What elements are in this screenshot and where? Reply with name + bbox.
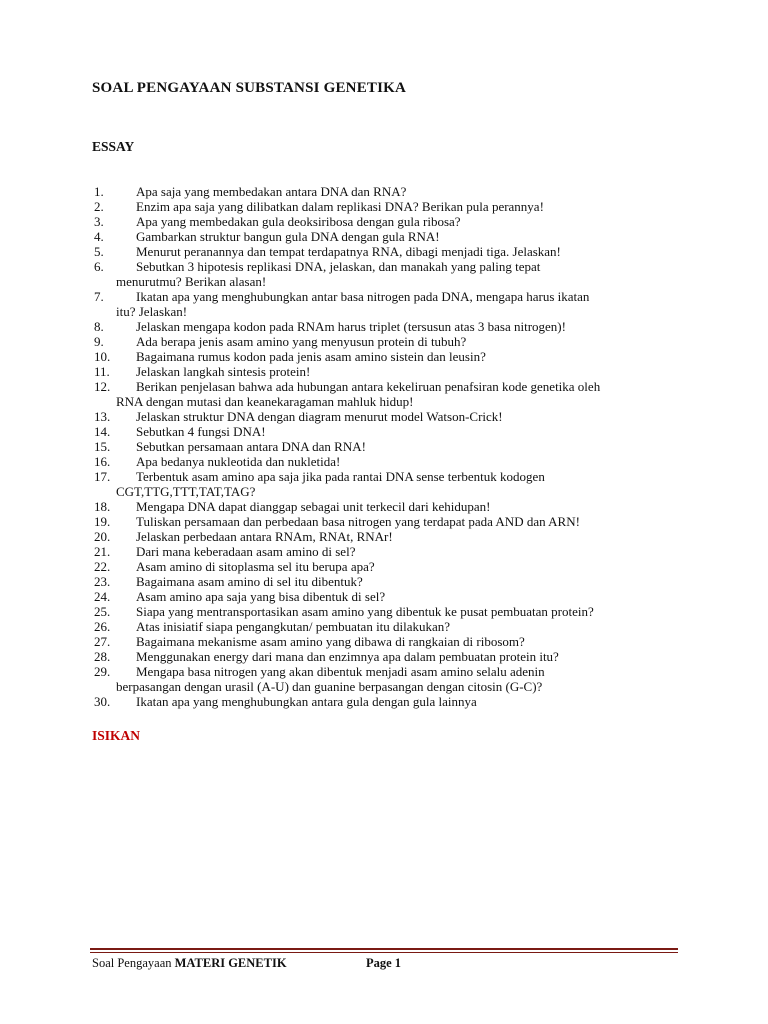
question-text: Jelaskan langkah sintesis protein! (136, 364, 311, 379)
question-item (94, 349, 684, 364)
question-text: Sebutkan persamaan antara DNA dan RNA! (136, 439, 366, 454)
footer-page-number: Page 1 (366, 956, 402, 970)
question-item (94, 409, 684, 424)
question-item (94, 499, 684, 514)
question-item (94, 664, 684, 694)
question-item (94, 439, 684, 454)
question-item (94, 649, 684, 664)
question-text: Berikan penjelasan bahwa ada hubungan antara kekeliruan penafsiran kode genetika oleh (136, 379, 601, 394)
footer-title-prefix: Soal Pengayaan (92, 956, 175, 970)
footer-rule (90, 948, 678, 953)
question-text: Terbentuk asam amino apa saja jika pada rantai DNA sense terbentuk kodogen (136, 469, 545, 484)
question-number: 15. (94, 439, 111, 454)
question-text: Sebutkan 4 fungsi DNA! (136, 424, 266, 439)
page-title: SOAL PENGAYAAN SUBSTANSI GENETIKA (92, 80, 407, 96)
question-number: 25. (94, 604, 111, 619)
question-number: 18. (94, 499, 111, 514)
question-text: Asam amino di sitoplasma sel itu berupa apa? (136, 559, 375, 574)
question-item (94, 259, 684, 289)
question-number: 13. (94, 409, 111, 424)
question-text: Bagaimana asam amino di sel itu dibentuk? (136, 574, 363, 589)
question-text: Dari mana keberadaan asam amino di sel? (136, 544, 356, 559)
question-text: Jelaskan struktur DNA dengan diagram menurut model Watson-Crick! (136, 409, 503, 424)
question-number: 20. (94, 529, 111, 544)
question-text: Mengapa DNA dapat dianggap sebagai unit terkecil dari kehidupan! (136, 499, 491, 514)
question-number: 16. (94, 454, 111, 469)
question-number: 1. (94, 184, 104, 199)
question-text: Apa yang membedakan gula deoksiribosa dengan gula ribosa? (136, 214, 461, 229)
question-item (94, 589, 684, 604)
question-item (94, 634, 684, 649)
question-item (94, 214, 684, 229)
question-number: 11. (94, 364, 110, 379)
question-text: Bagaimana mekanisme asam amino yang dibawa di rangkaian di ribosom? (136, 634, 525, 649)
question-number: 26. (94, 619, 111, 634)
question-number: 22. (94, 559, 111, 574)
question-item (94, 199, 684, 214)
question-text: Apa saja yang membedakan antara DNA dan RNA? (136, 184, 407, 199)
question-item (94, 379, 684, 409)
question-number: 23. (94, 574, 111, 589)
question-number: 17. (94, 469, 111, 484)
footer-title-bold: MATERI GENETIK (174, 956, 287, 970)
question-text: Bagaimana rumus kodon pada jenis asam amino sistein dan leusin? (136, 349, 486, 364)
question-item (94, 319, 684, 334)
question-text: Jelaskan perbedaan antara RNAm, RNAt, RNAr! (136, 529, 393, 544)
question-text: Jelaskan mengapa kodon pada RNAm harus triplet (tersusun atas 3 basa nitrogen)! (136, 319, 566, 334)
question-number: 14. (94, 424, 111, 439)
question-number: 8. (94, 319, 104, 334)
question-item (94, 559, 684, 574)
question-text: Gambarkan struktur bangun gula DNA dengan gula RNA! (136, 229, 440, 244)
question-number: 28. (94, 649, 111, 664)
question-number: 7. (94, 289, 104, 304)
question-number: 3. (94, 214, 104, 229)
question-number: 10. (94, 349, 111, 364)
question-text-continued: berpasangan dengan urasil (A-U) dan guanine berpasangan dengan citosin (G-C)? (116, 679, 543, 694)
question-text: Siapa yang mentransportasikan asam amino yang dibentuk ke pusat pembuatan protein? (136, 604, 594, 619)
question-text: Ada berapa jenis asam amino yang menyusun protein di tubuh? (136, 334, 467, 349)
question-item (94, 184, 684, 199)
question-text: Ikatan apa yang menghubungkan antar basa nitrogen pada DNA, mengapa harus ikatan (136, 289, 590, 304)
question-number: 12. (94, 379, 111, 394)
question-number: 5. (94, 244, 104, 259)
question-text: Sebutkan 3 hipotesis replikasi DNA, jelaskan, dan manakah yang paling tepat (136, 259, 541, 274)
question-text-continued: itu? Jelaskan! (116, 304, 188, 319)
question-text: Ikatan apa yang menghubungkan antara gula dengan gula lainnya (136, 694, 477, 709)
question-item (94, 514, 684, 529)
question-number: 30. (94, 694, 111, 709)
question-number: 2. (94, 199, 104, 214)
question-item (94, 544, 684, 559)
section-isikan-heading: ISIKAN (92, 728, 141, 743)
question-number: 6. (94, 259, 104, 274)
question-item (94, 694, 684, 709)
question-number: 24. (94, 589, 111, 604)
question-number: 29. (94, 664, 111, 679)
footer-title (92, 956, 287, 971)
question-text: Mengapa basa nitrogen yang akan dibentuk menjadi asam amino selalu adenin (136, 664, 545, 679)
question-text: Enzim apa saja yang dilibatkan dalam replikasi DNA? Berikan pula perannya! (136, 199, 544, 214)
question-item (94, 574, 684, 589)
question-item (94, 424, 684, 439)
question-text: Atas inisiatif siapa pengangkutan/ pembuatan itu dilakukan? (136, 619, 451, 634)
question-text: Tuliskan persamaan dan perbedaan basa nitrogen yang terdapat pada AND dan ARN! (136, 514, 580, 529)
question-text-continued: RNA dengan mutasi dan keanekaragaman mahluk hidup! (116, 394, 414, 409)
question-text: Menggunakan energy dari mana dan enzimnya apa dalam pembuatan protein itu? (136, 649, 559, 664)
question-item (94, 364, 684, 379)
section-essay-heading: ESSAY (92, 139, 135, 154)
question-number: 27. (94, 634, 111, 649)
question-number: 4. (94, 229, 104, 244)
question-item (94, 619, 684, 634)
question-item (94, 469, 684, 499)
question-item (94, 289, 684, 319)
question-item (94, 334, 684, 349)
question-item (94, 244, 684, 259)
question-text-continued: CGT,TTG,TTT,TAT,TAG? (116, 484, 256, 499)
question-list (94, 184, 684, 709)
question-text: Menurut peranannya dan tempat terdapatnya RNA, dibagi menjadi tiga. Jelaskan! (136, 244, 561, 259)
question-number: 19. (94, 514, 111, 529)
question-text: Apa bedanya nukleotida dan nukletida! (136, 454, 341, 469)
question-text: Asam amino apa saja yang bisa dibentuk di sel? (136, 589, 386, 604)
question-item (94, 229, 684, 244)
question-item (94, 604, 684, 619)
question-item (94, 529, 684, 544)
question-item (94, 454, 684, 469)
question-text-continued: menurutmu? Berikan alasan! (116, 274, 267, 289)
question-number: 9. (94, 334, 104, 349)
question-number: 21. (94, 544, 111, 559)
